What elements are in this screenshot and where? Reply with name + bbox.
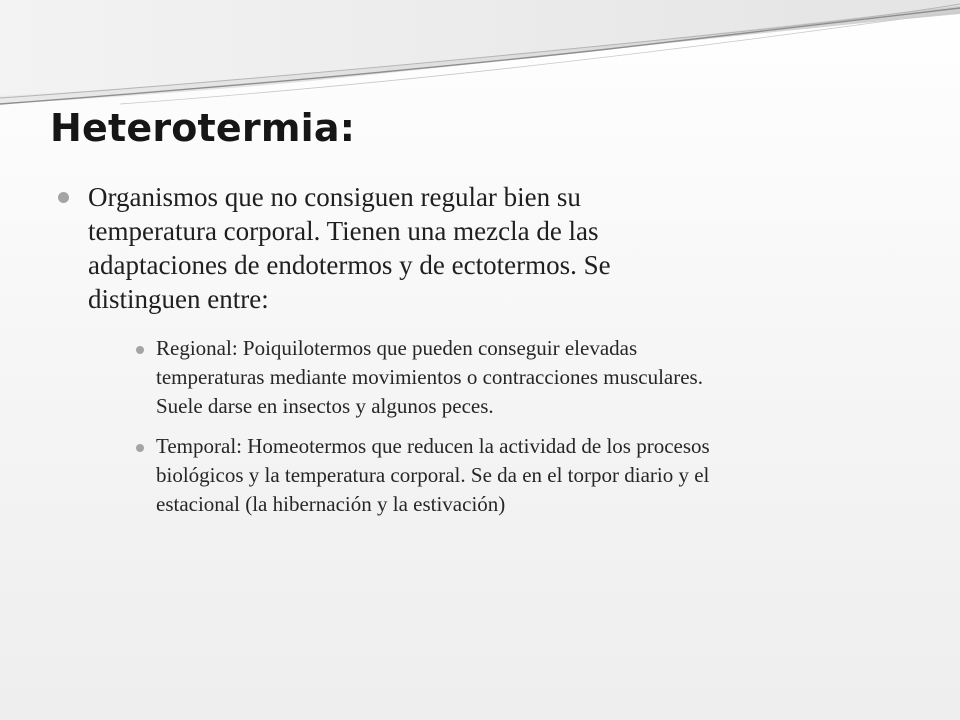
bullet-list: [58, 180, 908, 530]
bullet-dot-icon: [58, 192, 69, 203]
main-bullet: [58, 180, 908, 519]
sub-bullet-dot-icon: [136, 346, 144, 354]
sub-bullet-text: Regional: Poiquilotermos que pueden conseguir elevadas temperaturas mediante movimientos o contracciones musculares. Suele darse en insectos y algunos peces.: [156, 336, 703, 418]
sub-bullet-dot-icon: [136, 444, 144, 452]
main-bullet-text: Organismos que no consiguen regular bien su temperatura corporal. Tienen una mezcla de las adaptaciones de endotermos y de ectotermos. Se distinguen entre:: [88, 182, 611, 314]
sub-bullet-temporal: [118, 432, 908, 519]
sub-bullet-regional: [118, 334, 908, 421]
slide-title: Heterotermia:: [50, 106, 356, 150]
decorative-header-swoosh: [0, 0, 960, 120]
sub-bullet-list: [88, 334, 908, 519]
swoosh-band-front: [0, 0, 960, 96]
sub-bullet-text: Temporal: Homeotermos que reducen la actividad de los procesos biológicos y la temperatura corporal. Se da en el torpor diario y el estacional (la hibernación y la estivación): [156, 434, 710, 516]
